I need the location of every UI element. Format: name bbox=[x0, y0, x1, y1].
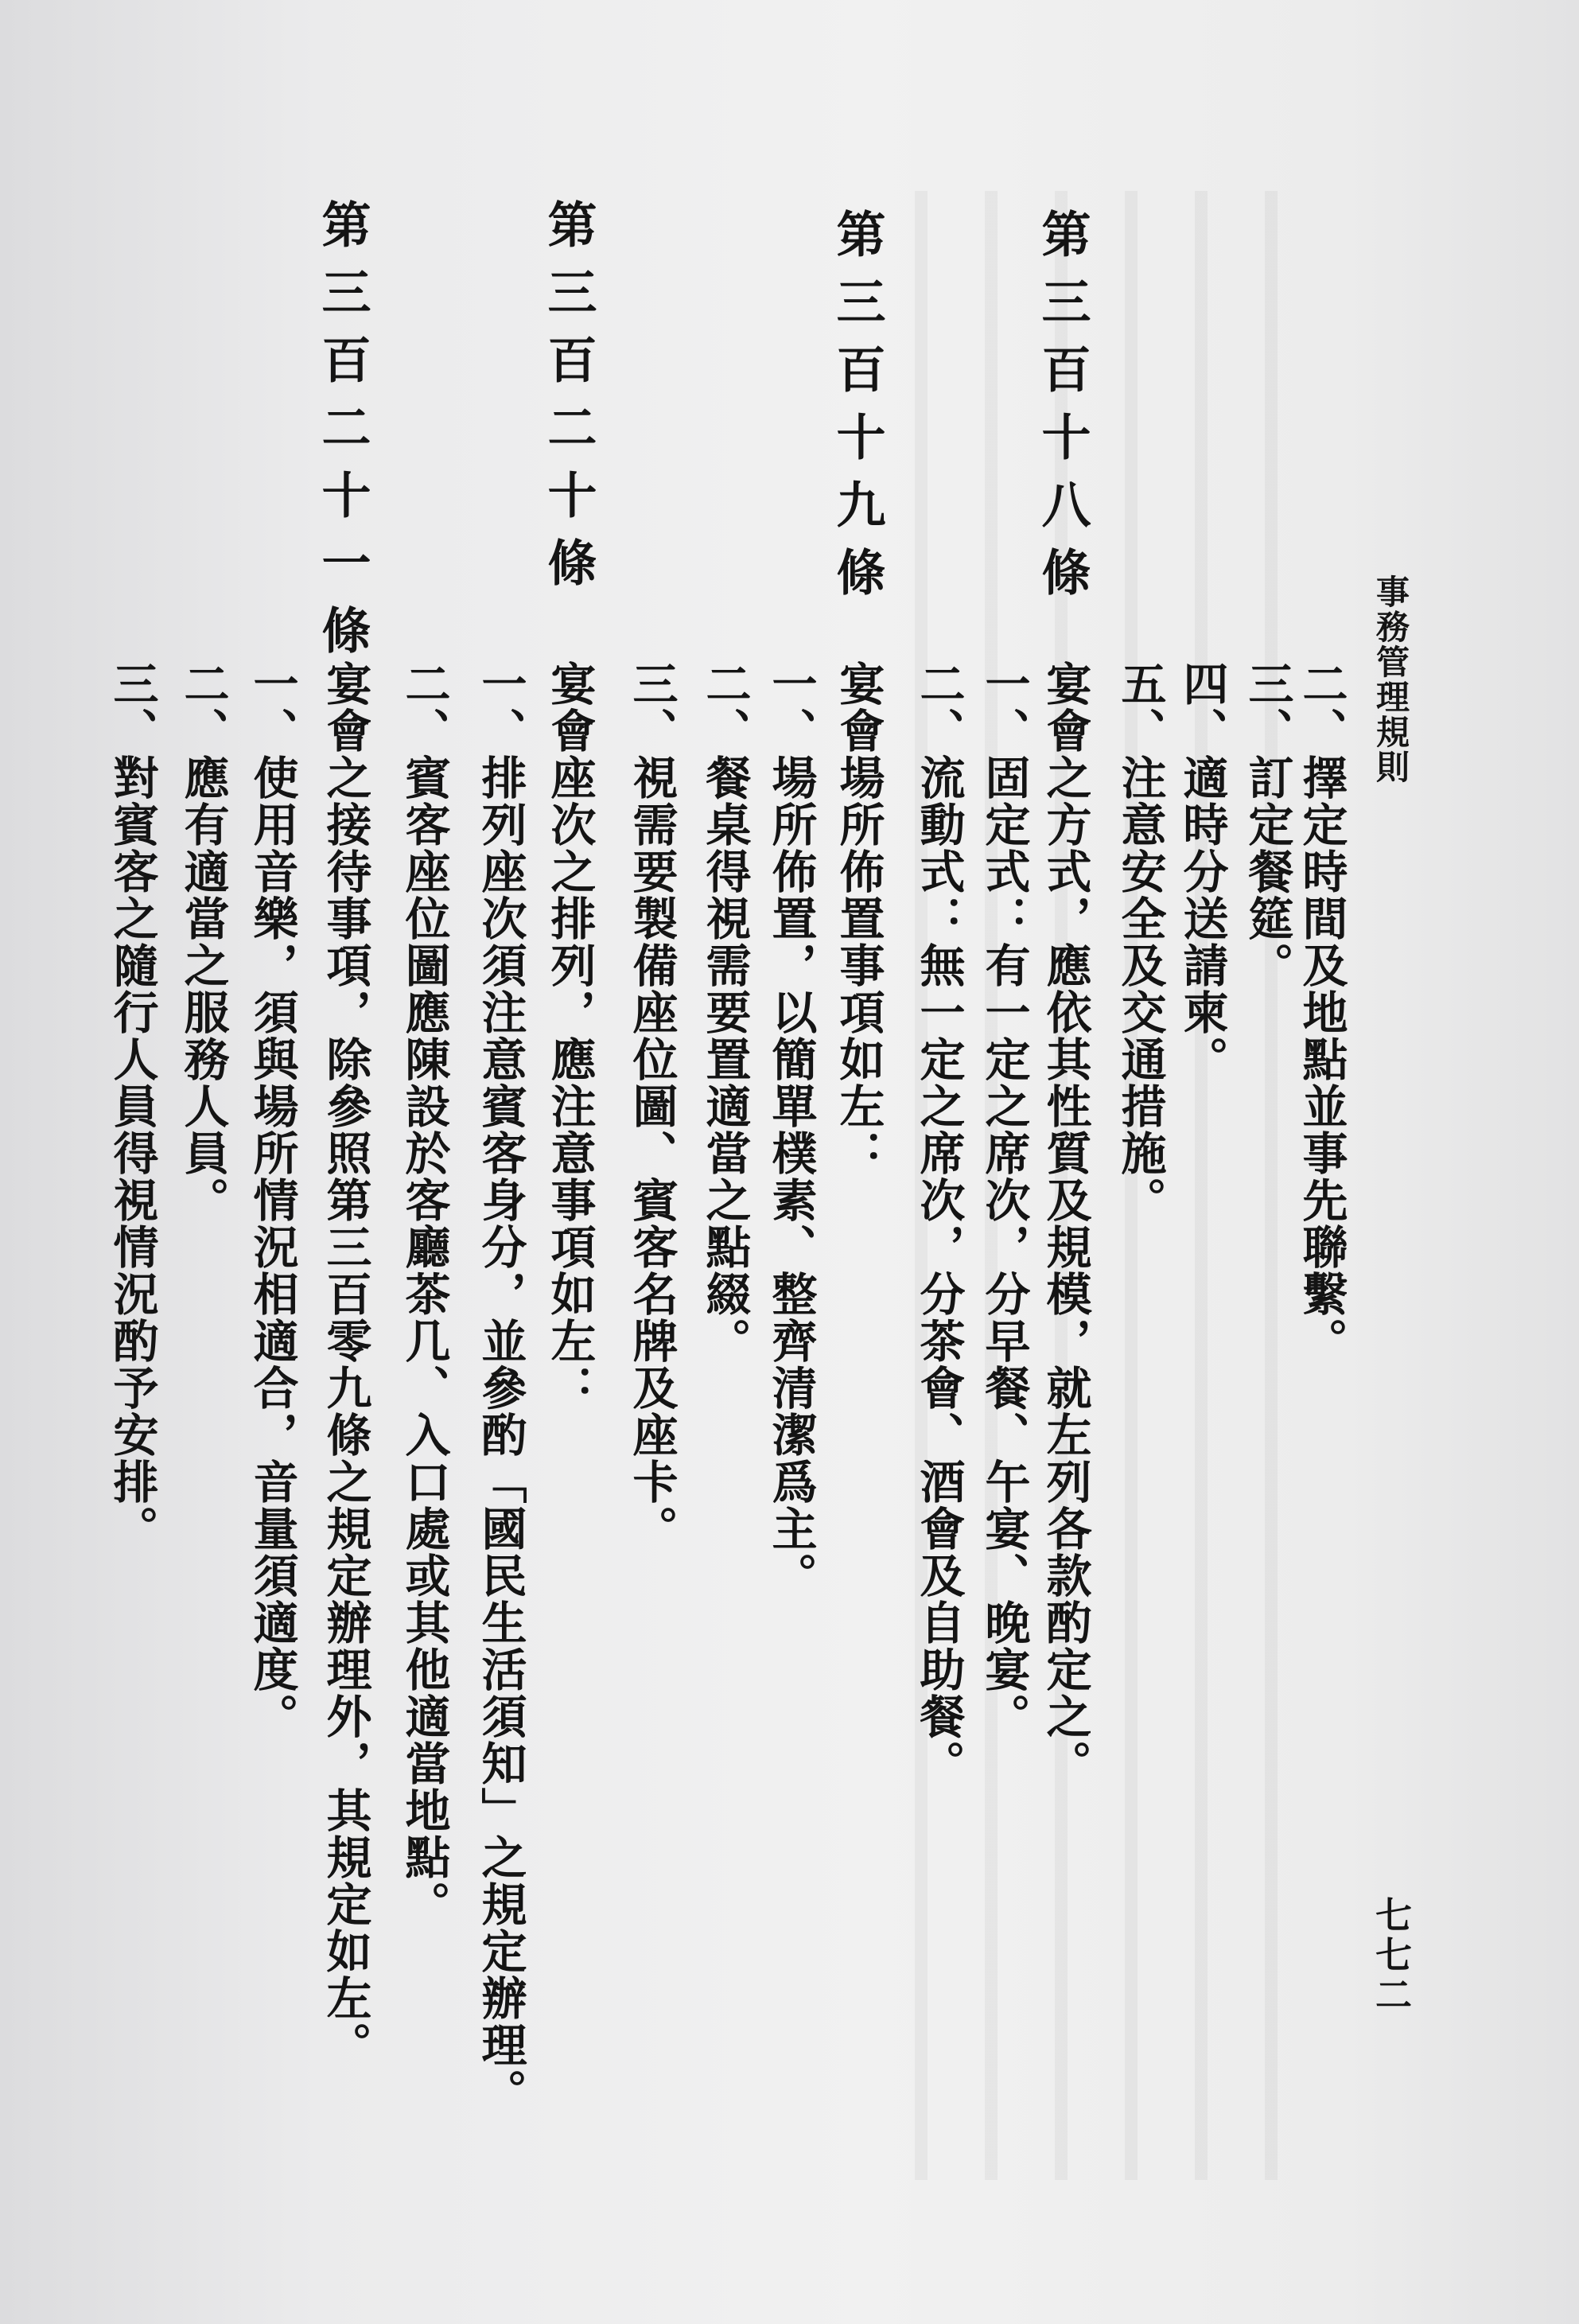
text-line: 宴會場所佈置事項如左： bbox=[832, 660, 885, 1177]
text-line: 一、使用音樂，須與場所情況相適合，音量須適度。 bbox=[246, 660, 299, 1740]
text-line: 五、注意安全及交通措施。 bbox=[1114, 660, 1167, 1224]
text-line: 一、排列座次須注意賓客身分，並參酌「國民生活須知」之規定辦理。 bbox=[474, 660, 527, 2116]
article-heading-318: 第三百十八條 bbox=[1033, 208, 1091, 614]
text-line: 三、視需要製備座位圖、賓客名牌及座卡。 bbox=[625, 660, 679, 1552]
article-heading-320: 第三百二十條 bbox=[539, 199, 597, 605]
text-line: 一、場所佈置，以簡單樸素、整齊清潔爲主。 bbox=[764, 660, 818, 1599]
text-line: 三、對賓客之隨行人員得視情況酌予安排。 bbox=[106, 660, 159, 1552]
running-header: 事務管理規則 bbox=[1371, 574, 1410, 784]
text-line: 二、賓客座位圖應陳設於客廳茶几、入口處或其他適當地點。 bbox=[398, 660, 451, 1928]
text-line: 宴會之方式，應依其性質及規模，就左列各款酌定之。 bbox=[1039, 660, 1092, 1787]
article-heading-319: 第三百十九條 bbox=[828, 208, 886, 614]
text-line: 二、應有適當之服務人員。 bbox=[177, 660, 230, 1224]
text-line: 四、適時分送請柬。 bbox=[1176, 660, 1229, 1083]
text-line: 宴會座次之排列，應注意事項如左： bbox=[543, 660, 597, 1411]
article-heading-321: 第三百二十一條 bbox=[313, 199, 371, 672]
text-line: 宴會之接待事項，除參照第三百零九條之規定辦理外，其規定如左。 bbox=[319, 660, 372, 2069]
page-number: 七七二 bbox=[1370, 1896, 1413, 2015]
text-line: 二、擇定時間及地點並事先聯繫。 bbox=[1295, 660, 1348, 1364]
text-line: 二、流動式：無一定之席次，分茶會、酒會及自助餐。 bbox=[912, 660, 966, 1787]
text-line: 三、訂定餐筵。 bbox=[1241, 660, 1294, 989]
text-line: 二、餐桌得視需要置適當之點綴。 bbox=[698, 660, 752, 1364]
text-line: 一、固定式：有一定之席次，分早餐、午宴、晚宴。 bbox=[978, 660, 1031, 1740]
